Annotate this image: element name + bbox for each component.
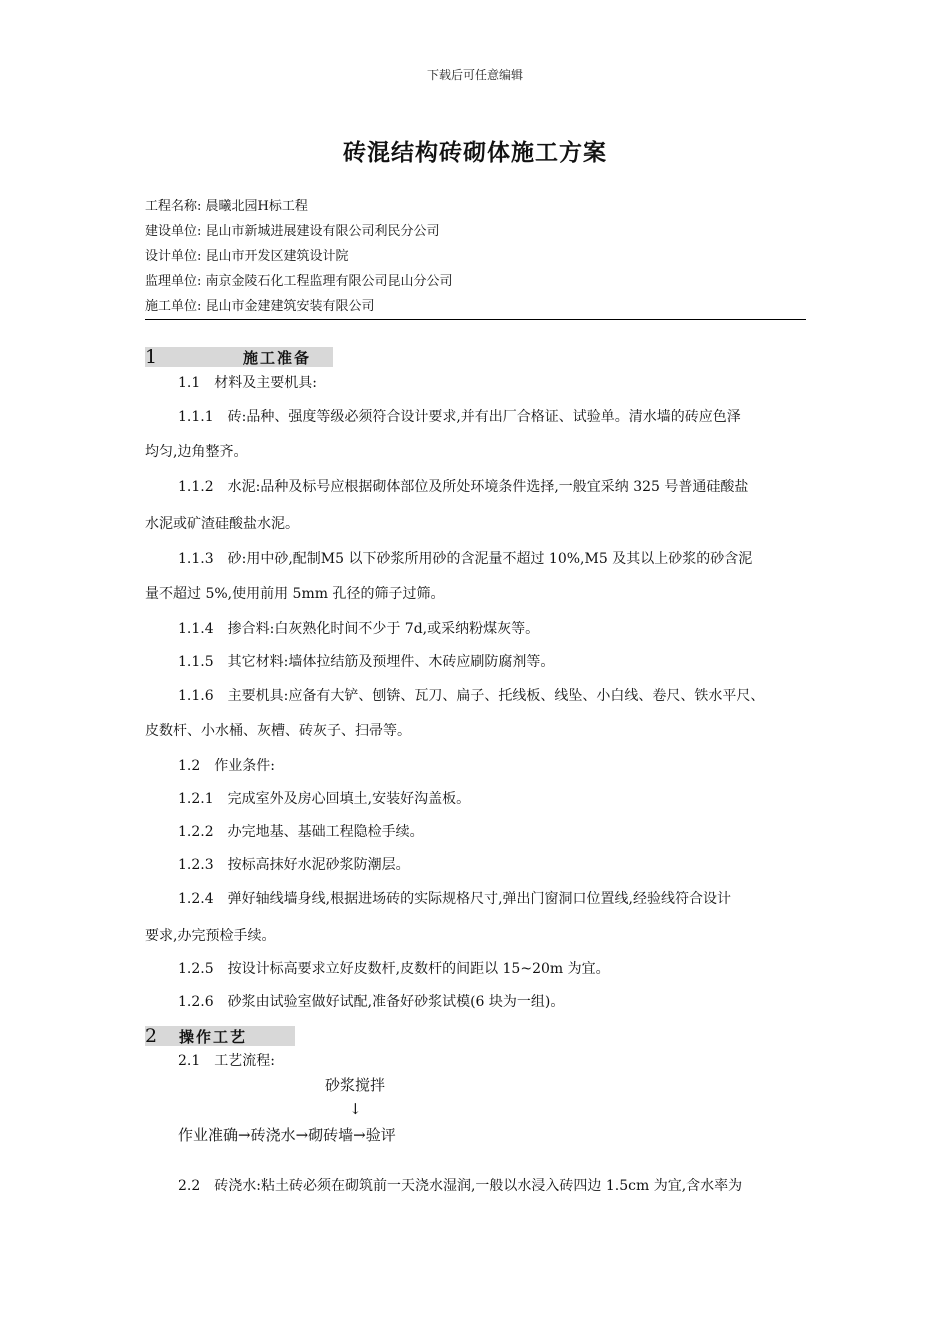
clause-number: 1.1	[178, 375, 201, 391]
section-number: 2	[145, 1025, 158, 1047]
paragraph-continuation	[145, 721, 411, 741]
clause-text: 要求,办完预检手续。	[145, 928, 276, 944]
paragraph	[178, 477, 748, 497]
paragraph	[178, 686, 764, 706]
clause-text: 办完地基、基础工程隐检手续。	[227, 824, 424, 840]
paragraph	[178, 789, 470, 809]
document-title: 砖混结构砖砌体施工方案	[343, 140, 607, 166]
clause-number: 1.2.6	[178, 994, 214, 1010]
clause-text: 砂:用中砂,配制M5 以下砂浆所用砂的含泥量不超过 10%,M5 及其以上砂浆的砂含泥	[227, 551, 753, 567]
clause-number: 1.1.6	[178, 688, 214, 704]
paragraph	[178, 855, 410, 875]
paragraph	[178, 407, 741, 427]
clause-text: 弹好轴线墙身线,根据进场砖的实际规格尺寸,弹出门窗洞口位置线,经验线符合设计	[227, 891, 731, 907]
flow-arrow-icon: ↓	[349, 1100, 362, 1118]
info-value: 南京金陵石化工程监理有限公司昆山分公司	[205, 274, 453, 289]
project-info-row	[145, 219, 805, 244]
clause-text: 按设计标高要求立好皮数杆,皮数杆的间距以 15~20m 为宜。	[227, 961, 610, 977]
paragraph-continuation	[145, 584, 444, 604]
clause-number: 1.1.2	[178, 479, 214, 495]
paragraph	[178, 822, 424, 842]
project-info-row	[145, 244, 805, 269]
paragraph-continuation	[145, 442, 247, 462]
clause-text: 按标高抹好水泥砂浆防潮层。	[227, 857, 410, 873]
section-title: 操作工艺	[179, 1027, 248, 1046]
flow-step-mortar: 砂浆搅拌	[325, 1076, 386, 1094]
paragraph	[178, 992, 564, 1012]
header-note: 下载后可任意编辑	[426, 68, 523, 82]
clause-number: 1.2.5	[178, 961, 214, 977]
paragraph	[178, 889, 731, 909]
info-value: 昆山市开发区建筑设计院	[205, 249, 349, 264]
clause-number: 1.1.5	[178, 654, 214, 670]
paragraph	[178, 1051, 275, 1071]
info-value: 昆山市金建建筑安装有限公司	[205, 299, 375, 314]
info-value: 晨曦北园H标工程	[205, 199, 308, 214]
info-label: 施工单位:	[145, 299, 202, 314]
clause-text: 量不超过 5%,使用前用 5mm 孔径的筛子过筛。	[145, 586, 445, 602]
clause-number: 1.1.4	[178, 621, 214, 637]
paragraph-continuation	[145, 514, 299, 534]
paragraph	[178, 373, 317, 393]
info-value: 昆山市新城进展建设有限公司利民分公司	[205, 224, 440, 239]
clause-text: 材料及主要机具:	[214, 375, 317, 391]
paragraph	[178, 619, 539, 639]
paragraph	[178, 756, 275, 776]
project-info-row	[145, 269, 805, 294]
clause-number: 1.1.1	[178, 409, 214, 425]
clause-number: 2.1	[178, 1053, 201, 1069]
clause-number: 1.2.2	[178, 824, 214, 840]
clause-text: 其它材料:墙体拉结筋及预埋件、木砖应刷防腐剂等。	[227, 654, 555, 670]
clause-number: 1.2.1	[178, 791, 214, 807]
paragraph	[178, 959, 610, 979]
info-label: 设计单位:	[145, 249, 202, 264]
clause-text: 砖浇水:粘土砖必须在砌筑前一天浇水湿润,一般以水浸入砖四边 1.5cm 为宜,含水率为	[214, 1178, 743, 1194]
clause-number: 1.2.3	[178, 857, 214, 873]
section-heading-2	[145, 1026, 295, 1046]
info-label: 监理单位:	[145, 274, 202, 289]
clause-text: 主要机具:应备有大铲、刨锛、瓦刀、扁子、托线板、线坠、小白线、卷尺、铁水平尺、	[227, 688, 765, 704]
clause-text: 作业条件:	[214, 758, 275, 774]
section-title: 施工准备	[243, 348, 312, 367]
clause-number: 2.2	[178, 1178, 201, 1194]
clause-text: 水泥或矿渣硅酸盐水泥。	[145, 516, 299, 532]
info-label: 工程名称:	[145, 199, 202, 214]
clause-text: 砂浆由试验室做好试配,准备好砂浆试模(6 块为一组)。	[227, 994, 565, 1010]
divider-line	[145, 319, 806, 320]
paragraph-continuation	[145, 926, 275, 946]
info-label: 建设单位:	[145, 224, 202, 239]
clause-number: 1.2	[178, 758, 201, 774]
project-info-row	[145, 294, 805, 319]
clause-text: 均匀,边角整齐。	[145, 444, 248, 460]
paragraph	[178, 549, 752, 569]
clause-text: 皮数杆、小水桶、灰槽、砖灰子、扫帚等。	[145, 723, 411, 739]
clause-number: 1.1.3	[178, 551, 214, 567]
clause-text: 水泥:品种及标号应根据砌体部位及所处环境条件选择,一般宜采纳 325 号普通硅酸盐	[227, 479, 749, 495]
clause-text: 掺合料:白灰熟化时间不少于 7d,或采纳粉煤灰等。	[227, 621, 540, 637]
project-info-row	[145, 194, 805, 219]
flow-main-sequence: 作业准确→砖浇水→砌砖墙→验评	[178, 1126, 396, 1144]
section-heading-1	[145, 347, 333, 367]
clause-number: 1.2.4	[178, 891, 214, 907]
clause-text: 砖:品种、强度等级必须符合设计要求,并有出厂合格证、试验单。清水墙的砖应色泽	[227, 409, 741, 425]
paragraph	[178, 1176, 742, 1196]
section-number: 1	[145, 346, 158, 368]
paragraph	[178, 652, 554, 672]
clause-text: 完成室外及房心回填土,安装好沟盖板。	[227, 791, 471, 807]
clause-text: 工艺流程:	[214, 1053, 275, 1069]
